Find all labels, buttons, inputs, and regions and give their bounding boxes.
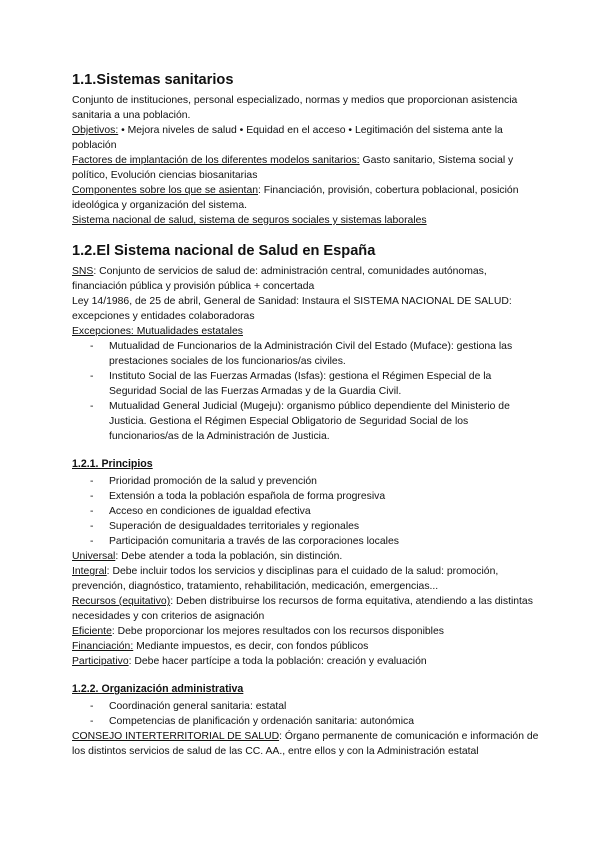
financiacion-paragraph xyxy=(72,639,540,654)
integral-text: : Debe incluir todos los servicios y disciplinas para el cuidado de la salud: promoción, prevención, diagnóstico, tratamiento, rehabilitación, medicación, emergencias... xyxy=(72,566,499,592)
factores-paragraph xyxy=(72,153,540,183)
list-item: - Prioridad promoción de la salud y prevención xyxy=(109,474,540,489)
list-item: - Mutualidad de Funcionarios de la Administración Civil del Estado (Muface): gestiona las prestaciones sociales de los funcionarios/as civiles. xyxy=(109,339,540,369)
subsection-title-principios: 1.2.1. Principios xyxy=(72,458,153,470)
list-item: - Coordinación general sanitaria: estatal xyxy=(109,699,540,714)
participativo-text: : Debe hacer partícipe a toda la población: creación y evaluación xyxy=(128,656,427,667)
eficiente-text: : Debe proporcionar los mejores resultados con los recursos disponibles xyxy=(111,626,444,637)
sns-paragraph xyxy=(72,264,540,294)
list-item: - Acceso en condiciones de igualdad efectiva xyxy=(109,504,540,519)
consejo-label: CONSEJO INTERTERRITORIAL DE SALUD xyxy=(72,731,280,742)
universal-paragraph xyxy=(72,549,540,564)
list-item: - Extensión a toda la población española de forma progresiva xyxy=(109,489,540,504)
universal-label: Universal xyxy=(72,551,116,562)
section-title-sistemas-sanitarios: 1.1.Sistemas sanitarios xyxy=(72,72,234,88)
factores-label: Factores de implantación de los diferentes modelos sanitarios: xyxy=(72,155,360,166)
recursos-label: Recursos (equitativo) xyxy=(72,596,171,607)
principios-list xyxy=(72,474,540,549)
componentes-text: : Financiación, provisión, cobertura poblacional, posición ideológica y organización del sistema. xyxy=(72,185,519,211)
financiacion-label: Financiación: xyxy=(72,641,134,652)
list-item: - Superación de desigualdades territoriales y regionales xyxy=(109,519,540,534)
section-title-sistema-nacional: 1.2.El Sistema nacional de Salud en España xyxy=(72,243,376,259)
componentes-label: Componentes sobre los que se asientan xyxy=(72,185,258,196)
sns-label: SNS xyxy=(72,266,94,277)
financiacion-text: Mediante impuestos, es decir, con fondos públicos xyxy=(133,641,369,652)
eficiente-label: Eficiente xyxy=(72,626,112,637)
componentes-paragraph xyxy=(72,183,540,213)
excepciones-label: Excepciones: Mutualidades estatales xyxy=(72,326,243,337)
consejo-paragraph xyxy=(72,729,540,759)
participativo-label: Participativo xyxy=(72,656,129,667)
consejo-text: : Órgano permanente de comunicación e información de los distintos servicios de salud de las CC. AA., entre ellos y con la Administración estatal xyxy=(72,731,539,757)
universal-text: : Debe atender a toda la población, sin distinción. xyxy=(115,551,343,562)
integral-paragraph xyxy=(72,564,540,594)
sistemas-types-line: Sistema nacional de salud, sistema de seguros sociales y sistemas laborales xyxy=(72,215,427,226)
list-item: - Participación comunitaria a través de las corporaciones locales xyxy=(109,534,540,549)
objetivos-paragraph xyxy=(72,123,540,153)
recursos-text: : Deben distribuirse los recursos de forma equitativa, atendiendo a las distintas necesidades y con criterios de asignación xyxy=(72,596,533,622)
list-item: - Instituto Social de las Fuerzas Armadas (Isfas): gestiona el Régimen Especial de la Seguridad Social de las Fuerzas Armadas y de la Guardia Civil. xyxy=(109,369,540,399)
intro-paragraph: Conjunto de instituciones, personal especializado, normas y medios que proporcionan asistencia sanitaria a una población. xyxy=(72,95,518,121)
ley-paragraph: Ley 14/1986, de 25 de abril, General de Sanidad: Instaura el SISTEMA NACIONAL DE SALUD: excepciones y entidades colaboradoras xyxy=(72,296,512,322)
recursos-paragraph xyxy=(72,594,540,624)
sns-text: : Conjunto de servicios de salud de: administración central, comunidades autónomas, financiación pública y provisión pública + concertada xyxy=(72,266,487,292)
list-item: - Competencias de planificación y ordenación sanitaria: autonómica xyxy=(109,714,540,729)
factores-text: Gasto sanitario, Sistema social y político, Evolución ciencias biosanitarias xyxy=(72,155,514,181)
excepciones-list xyxy=(72,339,540,444)
objetivos-text: • Mejora niveles de salud • Equidad en el acceso • Legitimación del sistema ante la población xyxy=(72,125,503,151)
objetivos-label: Objetivos: xyxy=(72,125,119,136)
integral-label: Integral xyxy=(72,566,107,577)
eficiente-paragraph xyxy=(72,624,540,639)
participativo-paragraph xyxy=(72,654,540,669)
list-item: - Mutualidad General Judicial (Mugeju): organismo público dependiente del Ministerio de Justicia. Gestiona el Régimen Especial Obligatorio de Seguridad Social de los funcionarios/as de la Administración de Justicia. xyxy=(109,399,540,444)
organizacion-list xyxy=(72,699,540,729)
subsection-title-organizacion: 1.2.2. Organización administrativa xyxy=(72,683,244,695)
